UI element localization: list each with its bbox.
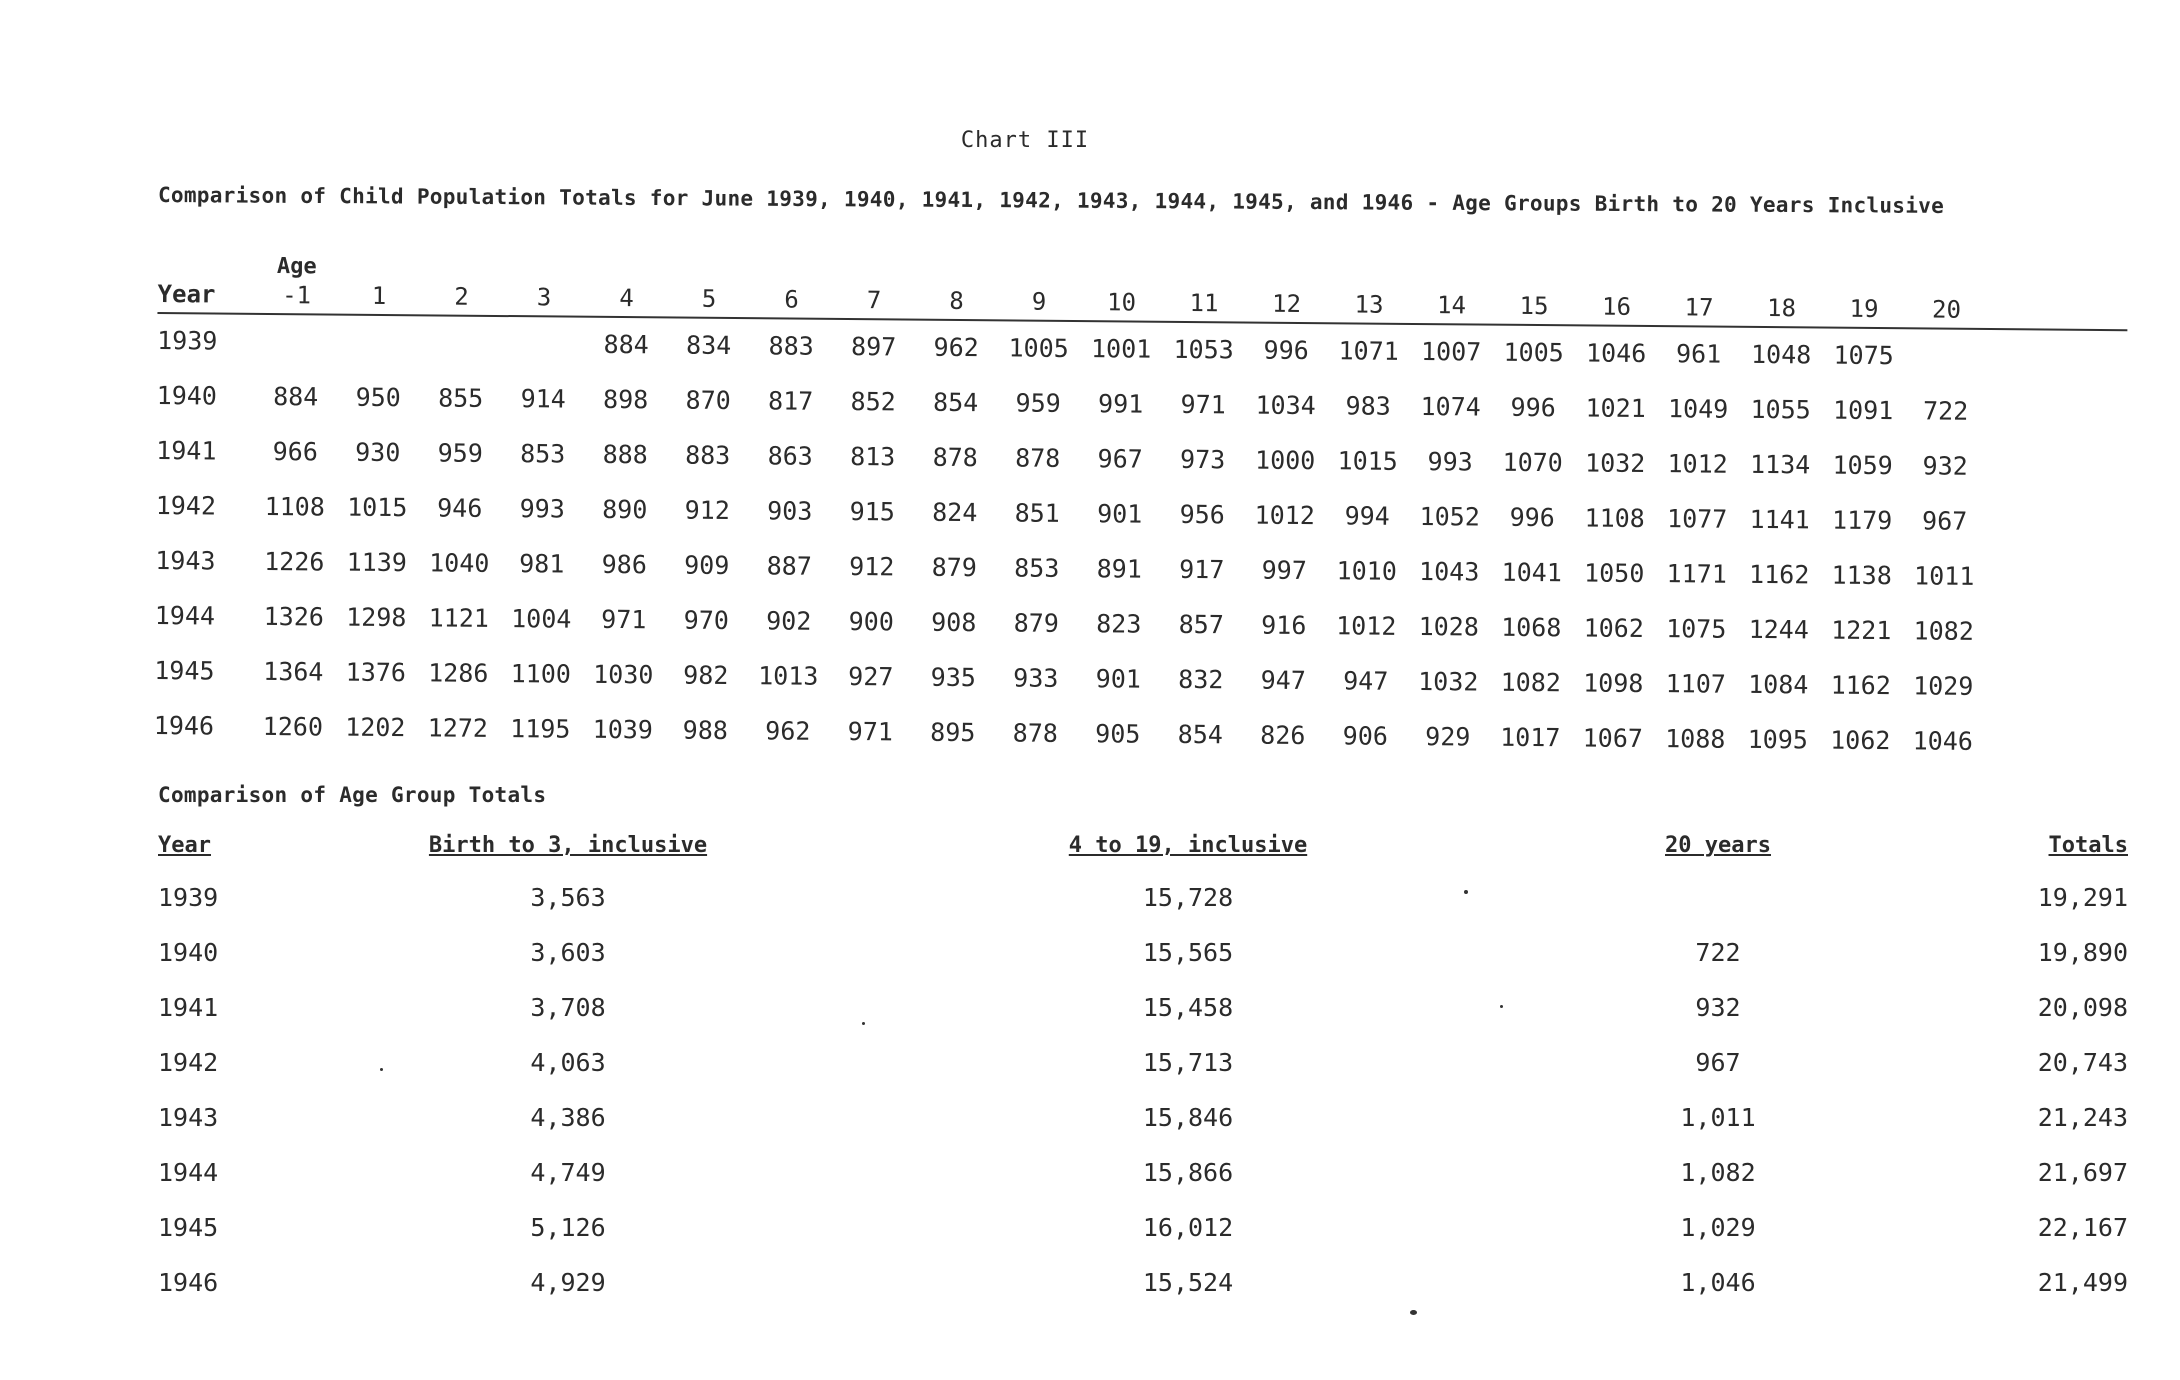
table-cell: 1028 bbox=[1418, 612, 1479, 642]
header-age-13: 13 bbox=[1354, 290, 1384, 319]
table-cell: 1226 bbox=[264, 546, 325, 577]
table-cell: 1007 bbox=[1420, 337, 1482, 367]
table-cell: 991 bbox=[1097, 389, 1144, 419]
cell-year: 1942 bbox=[158, 1048, 219, 1077]
table-cell: 1107 bbox=[1665, 669, 1727, 699]
table-cell: 1041 bbox=[1501, 557, 1562, 588]
table-cell: 1077 bbox=[1666, 504, 1728, 534]
table-cell: 1043 bbox=[1419, 557, 1480, 587]
table-cell: 1050 bbox=[1584, 558, 1645, 588]
table-cell: 854 bbox=[1177, 719, 1224, 750]
table-cell: 1013 bbox=[758, 661, 819, 691]
cell-totals: 19,291 bbox=[2037, 883, 2128, 912]
cell-totals: 20,743 bbox=[2037, 1048, 2128, 1077]
table-cell: 962 bbox=[765, 716, 811, 746]
table-cell bbox=[422, 328, 500, 329]
table-cell: 1053 bbox=[1173, 334, 1234, 365]
cell-totals: 22,167 bbox=[2037, 1213, 2128, 1242]
table-cell: 1032 bbox=[1584, 448, 1646, 478]
table-cell: 1091 bbox=[1832, 395, 1894, 426]
table-cell: 834 bbox=[685, 330, 732, 361]
table-cell: 853 bbox=[1014, 553, 1060, 583]
cell-birth-to-3: 4,386 bbox=[530, 1103, 606, 1132]
cell-twenty: 1,082 bbox=[1680, 1158, 1756, 1187]
table-row bbox=[158, 877, 2128, 932]
paper-speck bbox=[1464, 890, 1468, 894]
row-year: 1939 bbox=[157, 325, 218, 356]
table-cell: 1084 bbox=[1748, 669, 1809, 700]
table-cell: 1286 bbox=[428, 658, 489, 688]
table-cell bbox=[1907, 341, 1985, 342]
header-age-18: 18 bbox=[1766, 294, 1797, 323]
table-cell: 890 bbox=[602, 494, 648, 525]
table-cell: 883 bbox=[768, 331, 814, 361]
table-cell: 1162 bbox=[1830, 670, 1892, 701]
table-cell: 852 bbox=[850, 387, 896, 417]
table-row bbox=[158, 1097, 2128, 1152]
table-cell: 993 bbox=[519, 494, 565, 524]
table-cell: 950 bbox=[355, 382, 401, 413]
table-cell: 1011 bbox=[1913, 561, 1975, 591]
table-cell: 1082 bbox=[1913, 616, 1974, 646]
header-age-10: 10 bbox=[1107, 288, 1137, 317]
header-age-5: 5 bbox=[701, 284, 717, 313]
cell-birth-to-3: 3,603 bbox=[530, 938, 606, 967]
table-cell bbox=[340, 328, 418, 329]
table-cell: 1012 bbox=[1336, 611, 1397, 641]
table-cell: 878 bbox=[932, 442, 978, 473]
table-cell: 832 bbox=[1178, 664, 1224, 695]
table-cell: 1202 bbox=[345, 712, 406, 743]
table-cell bbox=[505, 329, 583, 330]
age-population-table bbox=[154, 250, 2128, 771]
cell-birth-to-3: 3,708 bbox=[530, 993, 606, 1022]
cell-birth-to-3: 4,063 bbox=[530, 1048, 606, 1077]
header-20-years: 20 years bbox=[1665, 833, 1771, 858]
cell-year: 1945 bbox=[158, 1213, 219, 1242]
header-age-11: 11 bbox=[1189, 289, 1219, 318]
header-age-6: 6 bbox=[784, 285, 799, 314]
table-cell: 1171 bbox=[1666, 559, 1727, 589]
table-cell: 854 bbox=[932, 387, 979, 418]
table-cell: 967 bbox=[1921, 506, 1968, 536]
table-cell: 1034 bbox=[1255, 390, 1316, 421]
table-cell: 947 bbox=[1343, 666, 1389, 696]
header-age-9: 9 bbox=[1031, 287, 1047, 316]
table-cell: 915 bbox=[849, 497, 895, 527]
table-cell: 946 bbox=[437, 493, 483, 523]
table-cell: 1075 bbox=[1833, 340, 1894, 371]
table-cell: 905 bbox=[1095, 719, 1141, 749]
chart-title: Chart III bbox=[960, 128, 1090, 153]
table-cell: 929 bbox=[1425, 722, 1471, 752]
row-year: 1945 bbox=[154, 655, 215, 686]
table-cell: 1098 bbox=[1583, 668, 1644, 698]
table-cell: 906 bbox=[1342, 721, 1389, 751]
table-cell: 1030 bbox=[593, 659, 654, 690]
row-year: 1941 bbox=[156, 435, 217, 466]
cell-totals: 21,697 bbox=[2037, 1158, 2128, 1187]
header-age-16: 16 bbox=[1601, 292, 1632, 321]
table-cell: 1071 bbox=[1338, 336, 1399, 366]
table-cell: 1015 bbox=[347, 492, 408, 523]
table-cell: 1179 bbox=[1831, 505, 1893, 536]
table-cell: 1017 bbox=[1500, 722, 1561, 753]
table-cell: 1015 bbox=[1337, 446, 1398, 476]
table-cell: 996 bbox=[1263, 335, 1309, 366]
table-cell: 994 bbox=[1344, 501, 1390, 531]
table-cell: 1260 bbox=[262, 711, 324, 742]
table-cell: 986 bbox=[601, 549, 647, 580]
table-cell: 1001 bbox=[1090, 334, 1152, 364]
table-cell: 932 bbox=[1922, 451, 1968, 481]
cell-four-to-19: 15,524 bbox=[1142, 1268, 1234, 1297]
cell-twenty: 1,046 bbox=[1680, 1268, 1756, 1297]
cell-totals: 21,243 bbox=[2037, 1103, 2128, 1132]
cell-twenty: 1,011 bbox=[1680, 1103, 1756, 1132]
table-cell: 996 bbox=[1509, 502, 1555, 533]
table-cell: 912 bbox=[849, 552, 895, 582]
table-cell: 1326 bbox=[263, 601, 325, 632]
table-cell: 855 bbox=[438, 383, 484, 413]
cell-year: 1943 bbox=[158, 1103, 219, 1132]
table-cell: 988 bbox=[682, 715, 729, 745]
table-cell: 996 bbox=[1510, 392, 1556, 423]
cell-twenty: 1,029 bbox=[1680, 1213, 1756, 1242]
header-year: Year bbox=[157, 279, 216, 309]
cell-twenty: 967 bbox=[1695, 1048, 1741, 1077]
table-cell: 1139 bbox=[346, 547, 408, 578]
table-cell: 823 bbox=[1096, 609, 1142, 639]
cell-four-to-19: 15,565 bbox=[1142, 938, 1234, 967]
table-cell: 1082 bbox=[1500, 667, 1562, 698]
table-cell: 884 bbox=[273, 382, 319, 412]
table-row bbox=[158, 1262, 2128, 1317]
table-cell: 901 bbox=[1097, 499, 1143, 529]
paper-speck bbox=[862, 1022, 865, 1025]
table-cell: 930 bbox=[355, 437, 401, 468]
table-cell: 1049 bbox=[1667, 394, 1729, 424]
table-cell: 1032 bbox=[1418, 667, 1479, 697]
cell-four-to-19: 15,728 bbox=[1142, 883, 1234, 912]
table-cell: 722 bbox=[1922, 396, 1969, 426]
header-age-12: 12 bbox=[1271, 289, 1302, 318]
paper-speck bbox=[380, 1068, 383, 1071]
cell-four-to-19: 15,866 bbox=[1142, 1158, 1234, 1187]
cell-year: 1941 bbox=[158, 993, 219, 1022]
table-cell: 853 bbox=[520, 439, 566, 469]
table-cell: 981 bbox=[519, 549, 565, 579]
table-cell: 1005 bbox=[1008, 333, 1069, 363]
table-cell: 1195 bbox=[510, 714, 571, 744]
cell-birth-to-3: 3,563 bbox=[530, 883, 606, 912]
header-age-4: 4 bbox=[619, 284, 634, 313]
table-row bbox=[158, 1152, 2128, 1207]
table-cell: 878 bbox=[1012, 718, 1059, 748]
cell-four-to-19: 15,458 bbox=[1142, 993, 1234, 1022]
table-cell: 1376 bbox=[345, 657, 407, 688]
header-age-1: 1 bbox=[371, 281, 387, 310]
table-cell: 1298 bbox=[346, 602, 407, 633]
row-year: 1946 bbox=[153, 710, 215, 741]
table-cell: 933 bbox=[1013, 663, 1059, 693]
table-cell: 916 bbox=[1261, 610, 1307, 641]
age-group-totals-table bbox=[158, 833, 2128, 1317]
table-cell: 870 bbox=[685, 385, 731, 416]
header-age-19: 19 bbox=[1849, 294, 1879, 324]
table-cell: 1108 bbox=[264, 491, 325, 522]
table-cell: 1221 bbox=[1831, 615, 1892, 646]
cell-birth-to-3: 5,126 bbox=[530, 1213, 606, 1242]
table-cell: 884 bbox=[603, 329, 649, 360]
table-cell: 1062 bbox=[1583, 613, 1644, 643]
table-cell: 900 bbox=[848, 607, 894, 637]
row-year: 1943 bbox=[155, 545, 216, 576]
table-cell: 971 bbox=[1180, 389, 1226, 420]
header-age-word: Age bbox=[276, 254, 317, 280]
table-cell: 1108 bbox=[1584, 503, 1645, 533]
table-cell: 1012 bbox=[1254, 500, 1315, 531]
row-year: 1940 bbox=[156, 380, 218, 411]
header-age-20: 20 bbox=[1931, 295, 1962, 324]
table-row bbox=[158, 1042, 2128, 1097]
table-cell: 1040 bbox=[429, 548, 490, 578]
table-row bbox=[158, 1207, 2128, 1262]
table-row bbox=[158, 932, 2128, 987]
table-cell: 1074 bbox=[1420, 392, 1481, 422]
table-cell: 879 bbox=[931, 552, 977, 583]
table-cell: 1162 bbox=[1748, 559, 1810, 590]
cell-year: 1940 bbox=[158, 938, 219, 967]
paper-speck bbox=[1500, 1005, 1503, 1008]
table-cell: 993 bbox=[1427, 447, 1473, 477]
table-cell: 973 bbox=[1180, 444, 1226, 475]
header-age-15: 15 bbox=[1519, 291, 1549, 321]
table-cell: 901 bbox=[1095, 664, 1141, 694]
table-cell: 1005 bbox=[1503, 337, 1564, 368]
table-cell: 1055 bbox=[1750, 394, 1811, 425]
table-cell: 826 bbox=[1260, 720, 1306, 751]
table-cell: 1059 bbox=[1832, 450, 1893, 481]
table-cell: 857 bbox=[1178, 609, 1224, 640]
table-cell: 1004 bbox=[511, 604, 572, 634]
group-table-header bbox=[158, 833, 2128, 877]
header-age-2: 2 bbox=[454, 282, 469, 311]
cell-birth-to-3: 4,749 bbox=[530, 1158, 606, 1187]
table-cell: 970 bbox=[683, 605, 729, 635]
header-birth-to-3: Birth to 3, inclusive bbox=[428, 833, 708, 858]
table-cell: 1134 bbox=[1749, 449, 1811, 480]
header-year: Year bbox=[158, 833, 211, 858]
table-cell: 1039 bbox=[592, 714, 654, 745]
table-cell: 917 bbox=[1179, 554, 1225, 585]
table-cell: 895 bbox=[930, 717, 976, 748]
cell-totals: 21,499 bbox=[2037, 1268, 2128, 1297]
table-cell: 897 bbox=[850, 332, 897, 362]
table-cell: 971 bbox=[601, 604, 647, 635]
table-cell: 887 bbox=[766, 551, 812, 581]
header-age-14: 14 bbox=[1436, 291, 1467, 320]
table-cell: 971 bbox=[847, 717, 894, 747]
table-cell: 1046 bbox=[1912, 726, 1974, 756]
cell-year: 1939 bbox=[158, 883, 219, 912]
header-totals: Totals bbox=[2048, 833, 2128, 858]
table-cell: 817 bbox=[768, 386, 814, 416]
table-cell: 1141 bbox=[1749, 504, 1810, 535]
table-cell: 1088 bbox=[1665, 724, 1726, 754]
table-cell: 959 bbox=[437, 438, 483, 468]
table-cell: 1046 bbox=[1585, 338, 1647, 368]
header-age-under-1: -1 bbox=[282, 281, 312, 310]
table-cell: 1029 bbox=[1913, 671, 1974, 701]
row-year: 1942 bbox=[155, 490, 217, 521]
header-age-7: 7 bbox=[866, 286, 882, 315]
table-row bbox=[158, 987, 2128, 1042]
table-cell: 908 bbox=[931, 607, 977, 638]
table-cell: 982 bbox=[683, 660, 729, 690]
table-cell: 1052 bbox=[1419, 502, 1480, 532]
header-4-to-19: 4 to 19, inclusive bbox=[1068, 833, 1308, 858]
table-cell: 997 bbox=[1261, 555, 1307, 586]
table-cell: 1364 bbox=[263, 656, 324, 687]
table-cell: 909 bbox=[684, 550, 730, 580]
header-age-17: 17 bbox=[1684, 293, 1714, 322]
table-cell: 1272 bbox=[427, 713, 489, 743]
table-cell: 898 bbox=[603, 384, 649, 415]
group-section-title: Comparison of Age Group Totals bbox=[158, 783, 547, 807]
table-cell: 1048 bbox=[1750, 339, 1812, 370]
table-cell: 1244 bbox=[1748, 614, 1809, 645]
table-cell: 914 bbox=[520, 384, 566, 414]
cell-four-to-19: 15,846 bbox=[1142, 1103, 1234, 1132]
cell-year: 1944 bbox=[158, 1158, 219, 1187]
table-cell: 1000 bbox=[1254, 445, 1316, 476]
table-cell: 878 bbox=[1015, 443, 1061, 473]
table-cell: 1095 bbox=[1747, 724, 1809, 755]
cell-twenty: 722 bbox=[1695, 938, 1741, 967]
table-cell: 961 bbox=[1675, 339, 1722, 369]
header-age-3: 3 bbox=[536, 283, 552, 312]
cell-birth-to-3: 4,929 bbox=[530, 1268, 606, 1297]
paper-speck bbox=[1410, 1310, 1417, 1315]
cell-twenty: 932 bbox=[1695, 993, 1741, 1022]
row-year: 1944 bbox=[154, 600, 216, 631]
table-cell: 1067 bbox=[1582, 723, 1644, 753]
cell-four-to-19: 16,012 bbox=[1142, 1213, 1234, 1242]
table-cell: 891 bbox=[1096, 554, 1142, 584]
table-cell: 851 bbox=[1014, 498, 1060, 528]
table-cell: 1021 bbox=[1585, 393, 1646, 423]
table-cell: 935 bbox=[930, 662, 977, 693]
table-cell: 1068 bbox=[1501, 612, 1562, 643]
table-cell: 1075 bbox=[1666, 614, 1727, 644]
cell-four-to-19: 15,713 bbox=[1142, 1048, 1234, 1077]
cell-totals: 20,098 bbox=[2037, 993, 2128, 1022]
table-cell: 879 bbox=[1013, 608, 1059, 638]
cell-totals: 19,890 bbox=[2037, 938, 2128, 967]
table-cell bbox=[257, 327, 335, 328]
chart-subtitle: Comparison of Child Population Totals for June 1939, 1940, 1941, 1942, 1943, 1944, 1945, and 1946 - Age Groups Birth to 20 Years Inclusive bbox=[157, 183, 1945, 218]
table-cell: 1062 bbox=[1830, 725, 1891, 756]
table-cell: 956 bbox=[1179, 499, 1225, 530]
table-cell: 813 bbox=[850, 442, 896, 472]
table-cell: 912 bbox=[684, 495, 730, 525]
table-cell: 1121 bbox=[428, 603, 490, 633]
table-cell: 983 bbox=[1345, 391, 1391, 421]
table-cell: 962 bbox=[933, 332, 979, 363]
table-cell: 1138 bbox=[1831, 560, 1892, 591]
table-cell: 959 bbox=[1015, 388, 1061, 418]
table-cell: 824 bbox=[932, 497, 978, 528]
table-cell: 927 bbox=[848, 662, 894, 692]
table-cell: 1070 bbox=[1502, 447, 1563, 478]
table-cell: 902 bbox=[766, 606, 812, 636]
table-cell: 1012 bbox=[1667, 449, 1728, 479]
table-cell: 888 bbox=[602, 439, 648, 470]
header-age-8: 8 bbox=[949, 286, 964, 316]
table-cell: 947 bbox=[1260, 665, 1306, 696]
table-cell: 1100 bbox=[510, 659, 572, 689]
table-cell: 863 bbox=[767, 441, 813, 471]
table-cell: 967 bbox=[1097, 444, 1143, 474]
cell-year: 1946 bbox=[158, 1268, 219, 1297]
table-cell: 966 bbox=[272, 437, 318, 467]
table-cell: 903 bbox=[767, 496, 813, 526]
table-cell: 1010 bbox=[1336, 556, 1397, 586]
table-cell: 883 bbox=[685, 440, 731, 471]
